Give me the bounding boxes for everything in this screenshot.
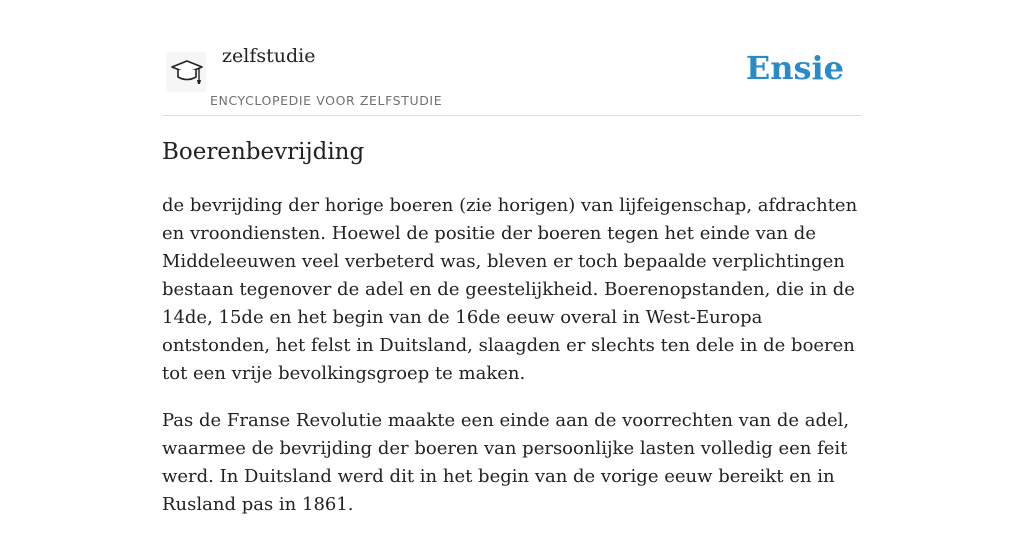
page-title: Boerenbevrijding [162,139,365,165]
graduation-cap-svg [166,52,206,92]
brand-logo-link[interactable]: Ensie [745,49,844,87]
graduation-cap-icon[interactable] [166,52,206,92]
article-body [162,192,862,538]
article-paragraph: Pas de Franse Revolutie maakte een einde aan de voorrechten van de adel, waarmee de bevrijding der boeren van persoonlijke lasten volledig een feit werd. In Duitsland werd dit in het begin van de vorige eeuw bereikt en in Rusland pas in 1861. [162,410,850,515]
site-tagline: ENCYCLOPEDIE VOOR ZELFSTUDIE [210,93,443,108]
article-paragraph: de bevrijding der horige boeren (zie horigen) van lijfeigenschap, afdrachten en vroondiensten. Hoewel de positie der boeren tegen het einde van de Middeleeuwen veel verbeterd was, bleven er toch bepaalde verplichtingen bestaan tegenover de adel en de geestelijkheid. Boerenopstanden, die in de 14de, 15de en het begin van de 16de eeuw overal in West-Europa ontstonden, het felst in Duitsland, slaagden er slechts ten dele in de boeren tot een vrije bevolkingsgroep te maken. [162,195,858,384]
page-container [162,0,862,515]
site-header [162,0,862,116]
site-name[interactable]: zelfstudie [222,45,316,67]
